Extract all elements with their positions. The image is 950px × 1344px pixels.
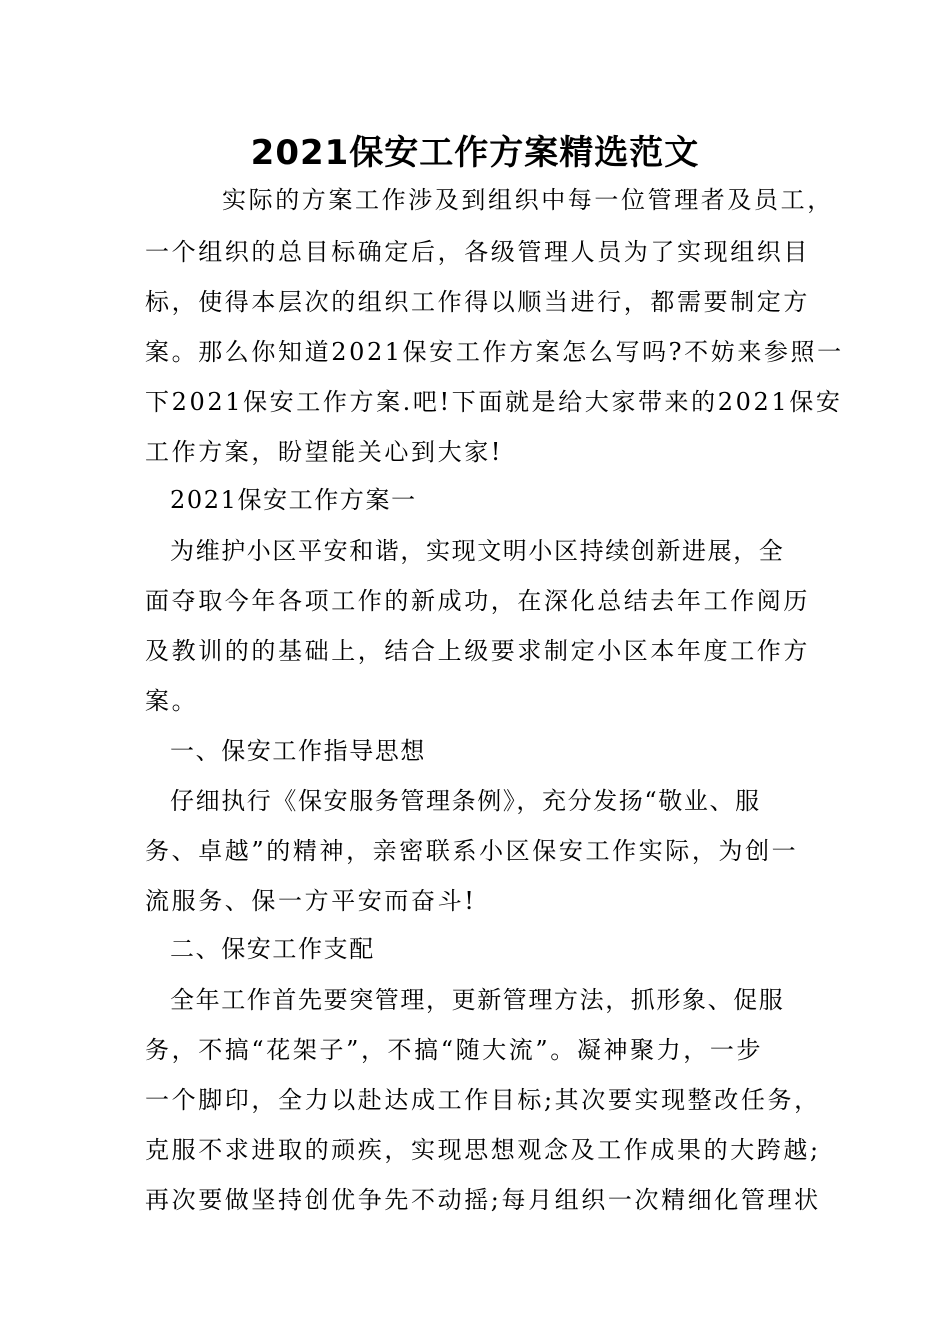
paragraph-line: 案。那么你知道2021保安工作方案怎么写吗?不妨来参照一 xyxy=(145,338,844,366)
paragraph-line: 全年工作首先要突管理，更新管理方法，抓形象、促服 xyxy=(170,986,785,1014)
paragraph-line: 一个脚印，全力以赴达成工作目标;其次要实现整改任务， xyxy=(145,1086,821,1114)
section-heading: 二、保安工作支配 xyxy=(170,935,375,963)
paragraph-line: 标，使得本层次的组织工作得以顺当进行，都需要制定方 xyxy=(145,288,810,316)
paragraph-line: 再次要做坚持创优争先不动摇;每月组织一次精细化管理状 xyxy=(145,1186,821,1214)
paragraph-line: 案。 xyxy=(145,687,199,715)
paragraph-line: 及教训的的基础上，结合上级要求制定小区本年度工作方 xyxy=(145,637,810,665)
paragraph-line: 工作方案，盼望能关心到大家! xyxy=(145,438,504,466)
paragraph-line: 克服不求进取的顽疾，实现思想观念及工作成果的大跨越; xyxy=(145,1136,821,1164)
section-heading: 一、保安工作指导思想 xyxy=(170,737,426,765)
paragraph-line: 仔细执行《保安服务管理条例》，充分发扬“敬业、服 xyxy=(170,787,761,815)
paragraph-line: 面夺取今年各项工作的新成功，在深化总结去年工作阅历 xyxy=(145,587,810,615)
paragraph-line: 一个组织的总目标确定后，各级管理人员为了实现组织目 xyxy=(145,238,810,266)
paragraph-line: 务，不搞“花架子”，不搞“随大流”。凝神聚力，一步 xyxy=(145,1036,764,1064)
paragraph-line: 下2021保安工作方案.吧!下面就是给大家带来的2021保安 xyxy=(145,388,843,416)
paragraph-line: 为维护小区平安和谐，实现文明小区持续创新进展，全 xyxy=(170,537,785,565)
document-title: 2021保安工作方案精选范文 xyxy=(250,133,700,173)
section-heading: 2021保安工作方案一 xyxy=(170,486,417,514)
paragraph-line: 务、卓越”的精神，亲密联系小区保安工作实际，为创一 xyxy=(145,837,799,865)
paragraph-line: 流服务、保一方平安而奋斗! xyxy=(145,887,477,915)
paragraph-line: 实际的方案工作涉及到组织中每一位管理者及员工， xyxy=(222,186,834,214)
